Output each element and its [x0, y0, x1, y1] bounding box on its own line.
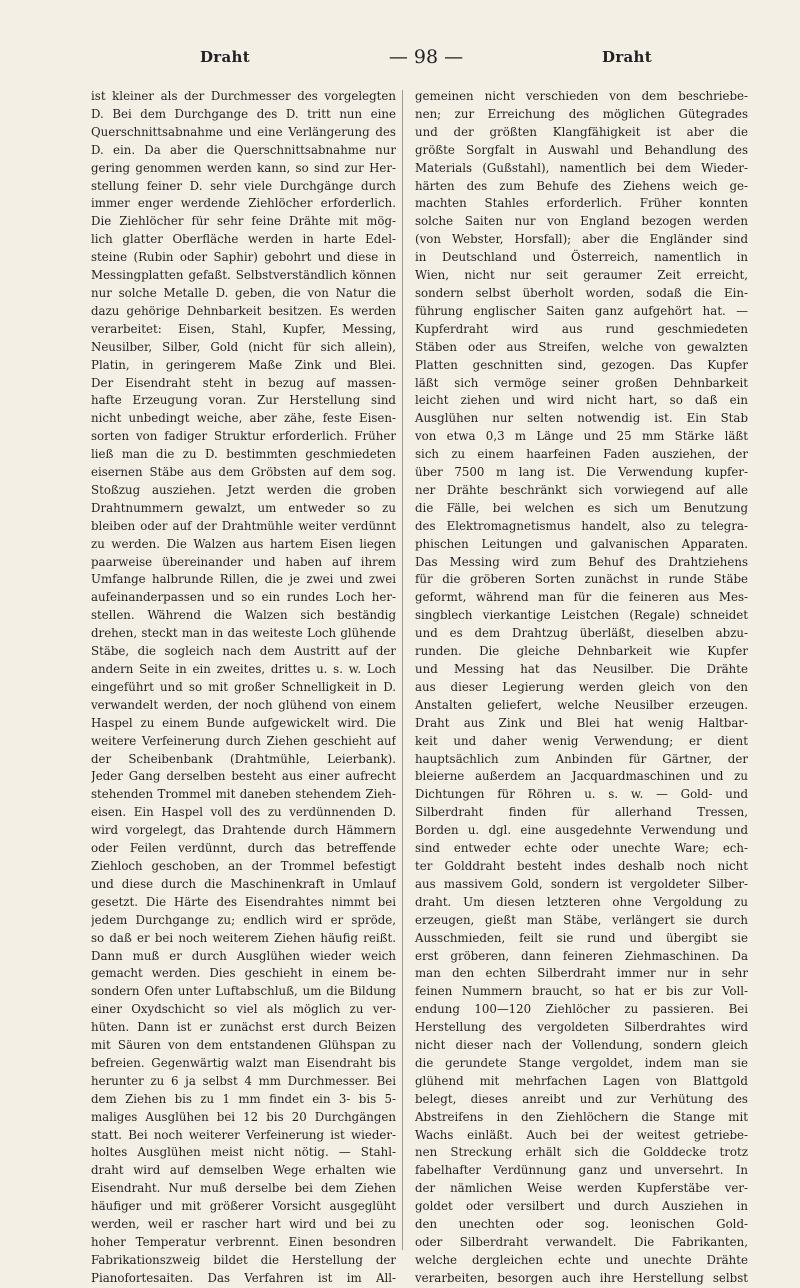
text-line: keit und daher wenig Verwendung; er dient	[415, 733, 748, 748]
text-line: des Elektromagnetismus handelt, also zu telegra-	[415, 518, 748, 533]
text-line: der nämlichen Weise werden Kupferstäbe ver-	[415, 1181, 748, 1196]
text-line: dazu gehörige Dehnbarkeit besitzen. Es werden	[91, 303, 396, 318]
text-line: nicht dieser nach der Vollendung, sondern gleich	[415, 1038, 748, 1053]
column-divider	[402, 90, 403, 1250]
text-line: von etwa 0,3 m Länge und 25 mm Stärke läßt	[415, 429, 748, 444]
text-line: gesetzt. Die Härte des Eisendrahtes nimmt bei	[91, 894, 396, 909]
text-line: Abstreifens in den Ziehlöchern die Stange mit	[415, 1109, 748, 1124]
text-line: leicht ziehen und wird nicht hart, so daß ein	[415, 393, 748, 408]
text-line: Umfange halbrunde Rillen, die je zwei und zwei	[91, 572, 396, 587]
text-line: sich zu einem haarfeinen Faden ausziehen, der	[415, 447, 748, 462]
text-line: Kupferdraht wird aus rund geschmiedeten	[415, 321, 748, 336]
text-line: in Deutschland und Österreich, namentlich in	[415, 250, 748, 265]
text-line: Pianofortesaiten. Das Verfahren ist im All-	[91, 1270, 396, 1285]
text-line: Messingplatten gefaßt. Selbstverständlich können	[91, 268, 396, 283]
text-line: Stäbe, die sogleich nach dem Austritt auf der	[91, 644, 396, 659]
text-line: D. Bei dem Durchgange des D. tritt nun eine	[91, 106, 396, 121]
text-line: ließ man die zu D. bestimmten geschmiedeten	[91, 447, 396, 462]
text-line: geformt, während man für die feineren aus Mes-	[415, 590, 748, 605]
text-line: hüten. Dann ist er zunächst erst durch Beizen	[91, 1020, 396, 1035]
text-line: und Messing hat das Neusilber. Die Drähte	[415, 662, 748, 676]
text-line: Fabrikationszweig bildet die Herstellung der	[91, 1252, 396, 1267]
text-line: und diese durch die Maschinenkraft in Umlauf	[91, 876, 396, 891]
text-line: Der Eisendraht steht in bezug auf massen-	[91, 375, 396, 390]
text-line: aus dieser Legierung werden gleich von den	[415, 679, 748, 694]
text-line: runden. Die gleiche Dehnbarkeit wie Kupfer	[415, 644, 748, 659]
text-line: führung englischer Saiten ganz aufgehört hat. —	[415, 303, 748, 318]
text-line: goldet oder versilbert und durch Ausziehen in	[415, 1199, 748, 1214]
right-column	[415, 88, 748, 1288]
text-line: eingeführt und so mit großer Schnelligkeit in D.	[91, 679, 396, 694]
text-line: jedem Durchgange zu; endlich wird er spröde,	[91, 912, 396, 927]
text-line: lich glatter Oberfläche werden in harte Edel-	[91, 232, 396, 247]
text-line: phischen Leitungen und galvanischen Apparaten.	[415, 536, 748, 551]
header-left-word: Draht	[200, 48, 250, 66]
text-line: Dichtungen für Röhren u. s. w. — Gold- und	[415, 787, 748, 802]
text-line: Jeder Gang derselben besteht aus einer aufrecht	[91, 769, 396, 784]
text-line: Eisendraht. Nur muß derselbe bei dem Ziehen	[91, 1181, 396, 1196]
text-line: hauptsächlich zum Anbinden für Gärtner, der	[415, 751, 748, 766]
text-line: maliges Ausglühen bei 12 bis 20 Durchgängen	[91, 1109, 396, 1124]
text-line: Silberdraht finden für allerhand Tressen,	[415, 805, 748, 820]
text-line: glühend mit mehrfachen Lagen von Blattgold	[415, 1073, 748, 1088]
text-line: so daß er bei noch weiterem Ziehen häufig reißt.	[91, 930, 396, 945]
text-line: drehen, steckt man in das weiteste Loch glühende	[91, 626, 396, 641]
text-line: Ziehloch geschoben, an der Trommel befestigt	[91, 858, 396, 873]
text-line: endung 100—120 Ziehlöcher zu passieren. Bei	[415, 1002, 748, 1017]
text-line: bleiben oder auf der Drahtmühle weiter verdünnt	[91, 518, 396, 533]
running-header	[92, 42, 748, 72]
text-line: aus massivem Gold, sondern ist vergoldeter Silber-	[415, 876, 748, 891]
text-line: (von Webster, Horsfall); aber die Engländer sind	[415, 232, 748, 247]
text-line: einer Oxydschicht so viel als möglich zu ver-	[91, 1002, 396, 1017]
text-line: verwandelt werden, der noch glühend von einem	[91, 697, 396, 712]
text-line: Wien, nicht nur seit geraumer Zeit erreicht,	[415, 268, 748, 283]
text-line: Dann muß er durch Ausglühen wieder weich	[91, 948, 396, 963]
text-line: nicht unbedingt weiche, aber zähe, feste Eisen-	[91, 411, 396, 426]
text-line: für die gröberen Sorten zunächst in runde Stäbe	[415, 572, 748, 587]
text-line: Anstalten geliefert, welche Neusilber erzeugen.	[415, 697, 748, 712]
text-line: erzeugen, gießt man Stäbe, verlängert sie durch	[415, 912, 748, 927]
text-line: verarbeiten, besorgen auch ihre Herstellung selbst	[415, 1270, 748, 1285]
text-line: Herstellung des vergoldeten Silberdrahtes wird	[415, 1020, 748, 1035]
text-line: oder Feilen verdünnt, durch das betreffende	[91, 841, 396, 856]
text-line: sondern Ofen unter Luftabschluß, um die Bildung	[91, 984, 396, 999]
text-line: andern Seite in ein zweites, drittes u. s. w. Loch	[91, 662, 396, 676]
text-line: solche Saiten nur von England bezogen werden	[415, 214, 748, 229]
text-line: Wachs einläßt. Auch bei der weitest getriebe-	[415, 1127, 748, 1142]
text-line: steine (Rubin oder Saphir) gebohrt und diese in	[91, 250, 396, 265]
text-line: bleierne außerdem an Jacquardmaschinen und zu	[415, 769, 748, 784]
text-line: und es dem Drahtzug überläßt, dieselben abzu-	[415, 626, 748, 641]
text-line: eisen. Ein Haspel voll des zu verdünnenden D.	[91, 805, 396, 820]
text-line: holtes Ausglühen meist nicht nötig. — Stahl-	[91, 1145, 396, 1160]
text-line: Platin, in geringerem Maße Zink und Blei.	[91, 357, 396, 372]
text-line: mit Säuren von dem entstandenen Glühspan zu	[91, 1038, 396, 1053]
text-line: ner Drähte beschränkt sich vorwiegend auf alle	[415, 482, 748, 497]
text-line: wird vorgelegt, das Drahtende durch Hämmern	[91, 823, 396, 838]
text-line: herunter zu 6 ja selbst 4 mm Durchmesser. Bei	[91, 1073, 396, 1088]
text-line: stellen. Während die Walzen sich beständig	[91, 608, 396, 623]
text-line: läßt sich vermöge seiner großen Dehnbarkeit	[415, 375, 748, 390]
text-line: eisernen Stäbe aus dem Gröbsten auf dem sog.	[91, 465, 396, 480]
text-line: belegt, dieses anreibt und zur Verhütung des	[415, 1091, 748, 1106]
text-line: Die Ziehlöcher für sehr feine Drähte mit mög-	[91, 214, 396, 229]
text-line: verarbeitet: Eisen, Stahl, Kupfer, Messing,	[91, 321, 396, 336]
text-line: die gerundete Stange vergoldet, indem man sie	[415, 1055, 748, 1070]
text-line: nen Streckung erhält sich die Golddecke trotz	[415, 1145, 748, 1160]
text-line: hafte Erzeugung voran. Zur Herstellung sind	[91, 393, 396, 408]
text-line: sorten von fadiger Struktur erforderlich. Früher	[91, 429, 396, 444]
text-line: draht wird auf demselben Wege erhalten wie	[91, 1163, 396, 1178]
text-line: nur solche Metalle D. geben, die von Natur die	[91, 285, 396, 300]
text-line: Borden u. dgl. eine ausgedehnte Verwendung und	[415, 823, 748, 838]
text-line: aufeinanderpassen und so ein rundes Loch her-	[91, 590, 396, 605]
text-line: welche dergleichen echte und unechte Drähte	[415, 1252, 748, 1267]
text-line: Draht aus Zink und Blei hat wenig Haltbar-	[415, 715, 748, 730]
text-line: Ausschmieden, feilt sie rund und übergibt sie	[415, 930, 748, 945]
text-line: gemeinen nicht verschieden von dem beschriebe-	[415, 89, 748, 103]
text-line: stellung feiner D. sehr viele Durchgänge durch	[91, 178, 396, 193]
text-line: stehenden Trommel mit daneben stehendem Zieh-	[91, 787, 396, 802]
text-line: hoher Temperatur verbrennt. Einen besondren	[91, 1235, 396, 1249]
text-line: gemacht werden. Dies geschieht in einem be-	[91, 966, 396, 981]
text-line: ist kleiner als der Durchmesser des vorgelegten	[91, 89, 396, 103]
text-line: über 7500 m lang ist. Die Verwendung kupfer-	[415, 465, 748, 480]
text-line: Stoßzug ausziehen. Jetzt werden die groben	[91, 482, 396, 497]
left-column	[91, 88, 396, 1288]
text-line: Materials (Gußstahl), namentlich bei dem Wieder-	[415, 160, 748, 175]
text-line: sind entweder echte oder unechte Ware; ech-	[415, 841, 748, 856]
text-line: immer enger werdende Ziehlöcher erforderlich.	[91, 196, 396, 211]
text-line: Ausglühen nur selten notwendig ist. Ein Stab	[415, 411, 748, 426]
text-line: sondern selbst überholt worden, sodaß die Ein-	[415, 285, 748, 300]
text-line: ter Golddraht besteht indes deshalb noch nicht	[415, 858, 748, 873]
page-number: — 98 —	[388, 46, 464, 68]
text-line: werden, weil er rascher hart wird und bei zu	[91, 1217, 396, 1232]
text-line: Das Messing wird zum Behuf des Drahtziehens	[415, 554, 748, 569]
text-line: oder Silberdraht verwandelt. Die Fabrikanten,	[415, 1235, 748, 1249]
text-line: weitere Verfeinerung durch Ziehen geschieht auf	[91, 733, 396, 748]
text-line: gering genommen werden kann, so sind zur Her-	[91, 160, 396, 175]
text-line: zu werden. Die Walzen aus hartem Eisen liegen	[91, 536, 396, 551]
text-line: fabelhafter Verdünnung ganz und unversehrt. In	[415, 1163, 748, 1178]
text-line: die Fälle, bei welchen es sich um Benutzung	[415, 500, 748, 515]
text-line: dem Ziehen bis zu 1 mm findet ein 3- bis 5-	[91, 1091, 396, 1106]
text-line: und der größten Klangfähigkeit ist aber die	[415, 124, 748, 139]
text-line: Platten geschnitten sind, gezogen. Das Kupfer	[415, 357, 748, 372]
text-line: machten Stahles erforderlich. Früher konnten	[415, 196, 748, 211]
text-line: der Scheibenbank (Drahtmühle, Leierbank).	[91, 751, 396, 766]
text-line: draht. Um diesen letzteren ohne Vergoldung zu	[415, 894, 748, 909]
text-line: feinen Nummern braucht, so hat er bis zur Voll-	[415, 984, 748, 999]
text-line: Haspel zu einem Bunde aufgewickelt wird. Die	[91, 715, 396, 730]
text-line: man den echten Silberdraht immer nur in sehr	[415, 966, 748, 981]
text-line: nen; zur Erreichung des möglichen Gütegrades	[415, 106, 748, 121]
text-line: D. ein. Da aber die Querschnittsabnahme nur	[91, 142, 396, 157]
text-line: befreien. Gegenwärtig walzt man Eisendraht bis	[91, 1055, 396, 1070]
text-line: Neusilber, Silber, Gold (nicht für sich allein),	[91, 339, 396, 354]
text-line: paarweise übereinander und haben auf ihrem	[91, 554, 396, 569]
text-line: erst gröberen, dann feineren Ziehmaschinen. Da	[415, 948, 748, 963]
text-line: Querschnittsabnahme und eine Verlängerung des	[91, 124, 396, 139]
text-line: häufiger und mit größerer Vorsicht ausgeglüht	[91, 1199, 396, 1214]
text-line: härten des zum Behufe des Ziehens weich ge-	[415, 178, 748, 193]
text-line: singblech vierkantige Leistchen (Regale) schneidet	[415, 608, 748, 623]
text-line: den unechten oder sog. leonischen Gold-	[415, 1217, 748, 1232]
header-right-word: Draht	[602, 48, 652, 66]
text-line: Stäben oder aus Streifen, welche von gewalzten	[415, 339, 748, 354]
text-line: größte Sorgfalt in Auswahl und Behandlung des	[415, 142, 748, 157]
text-line: statt. Bei noch weiterer Verfeinerung ist wieder-	[91, 1127, 396, 1142]
text-line: Drahtnummern gewalzt, um entweder so zu	[91, 500, 396, 515]
